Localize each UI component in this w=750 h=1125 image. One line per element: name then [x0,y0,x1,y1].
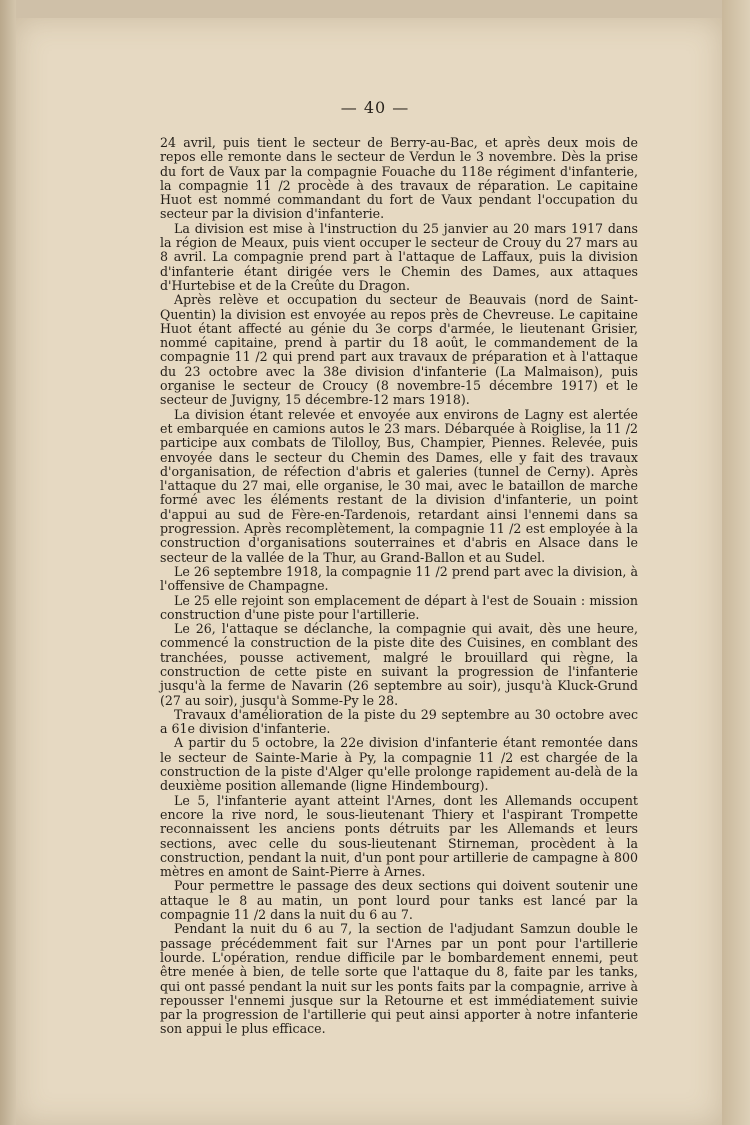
paragraph: Le 26 septembre 1918, la compagnie 11 /2 prend part avec la division, à l'offensive de Champagne. [160,563,638,594]
page-number: — 40 — [340,98,410,117]
paragraph: Pendant la nuit du 6 au 7, la section de l'adjudant Samzun double le passage précédemment fait sur l'Arnes par un pont pour l'artillerie lourde. L'opération, rendue difficile par le bombardement ennemi, peut être menée à bien, de telle sorte que l'attaque du 8, faite par les tanks, qui ont passé pendant la nuit sur les ponts faits par la compagnie, arrive à repousser l'ennemi jusque sur la Retourne et est immédiatement suivie par la progression de l'artillerie qui peut ainsi apporter à notre infanterie son appui le plus efficace. [160,921,638,1037]
paragraph: Pour permettre le passage des deux sections qui doivent soutenir une attaque le 8 au matin, un pont lourd pour tanks est lancé par la compagnie 11 /2 dans la nuit du 6 au 7. [160,878,638,923]
next-page-edge [722,0,750,1125]
page-binding-edge [0,0,16,1125]
paragraph: Le 26, l'attaque se déclanche, la compagnie qui avait, dès une heure, commencé la construction de la piste dite des Cuisines, en comblant des tranchées, pousse activement, malgré le brouillard qui règne, la construction de cette piste en suivant la progression de l'infanterie jusqu'à la ferme de Navarin (26 septembre au soir), jusqu'à Kluck-Grund (27 au soir), jusqu'à Somme-Py le 28. [160,621,638,708]
paragraph: A partir du 5 octobre, la 22e division d'infanterie étant remontée dans le secteur de Sainte-Marie à Py, la compagnie 11 /2 est chargée de la construction de la piste d'Alger qu'elle prolonge rapidement au-delà de la deuxième position allemande (ligne Hindembourg). [160,735,638,794]
paragraph: Après relève et occupation du secteur de Beauvais (nord de Saint-Quentin) la division est envoyée au repos près de Chevreuse. Le capitaine Huot étant affecté au génie du 3e corps d'armée, le lieutenant Grisier, nommé capitaine, prend à partir du 18 août, le commandement de la compagnie 11 /2 qui prend part aux travaux de préparation et à l'attaque du 23 octobre avec la 38e division d'infanterie (La Malmaison), puis organise le secteur de Croucy (8 novembre-15 décembre 1917) et le secteur de Juvigny, 15 décembre-12 mars 1918). [160,292,638,408]
paragraph: Travaux d'amélioration de la piste du 29 septembre au 30 octobre avec a 61e division d'infanterie. [160,706,638,737]
paragraph: 24 avril, puis tient le secteur de Berry-au-Bac, et après deux mois de repos elle remonte dans le secteur de Verdun le 3 novembre. Dès la prise du fort de Vaux par la compagnie Fouache du 118e régiment d'infanterie, la compagnie 11 /2 procède à des travaux de réparation. Le capitaine Huot est nommé commandant du fort de Vaux pendant l'occupation du secteur par la division d'infanterie. [160,135,638,222]
paragraph: Le 5, l'infanterie ayant atteint l'Arnes, dont les Allemands occupent encore la rive nord, le sous-lieutenant Thiery et l'aspirant Trompette reconnaissent les anciens ponts détruits par les Allemands et leurs sections, avec celle du sous-lieutenant Stirneman, procèdent à la construction, pendant la nuit, d'un pont pour artillerie de campagne à 800 mètres en amont de Saint-Pierre à Arnes. [160,792,638,880]
paragraph: Le 25 elle rejoint son emplacement de départ à l'est de Souain : mission construction d'une piste pour l'artillerie. [160,592,638,622]
paragraph: La division est mise à l'instruction du 25 janvier au 20 mars 1917 dans la région de Meaux, puis vient occuper le secteur de Crouy du 27 mars au 8 avril. La compagnie prend part à l'attaque de Laffaux, puis la division d'infanterie étant dirigée vers le Chemin des Dames, aux attaques d'Hurtebise et de la Creûte du Dragon. [160,220,638,293]
paragraph: La division étant relevée et envoyée aux environs de Lagny est alertée et embarquée en camions autos le 23 mars. Débarquée à Roiglise, la 11 /2 participe aux combats de Tilolloy, Bus, Champier, Piennes. Relevée, puis envoyée dans le secteur du Chemin des Dames, elle y fait des travaux d'organisation, de réfection d'abris et galeries (tunnel de Cerny). Après l'attaque du 27 mai, elle organise, le 30 mai, avec le bataillon de marche formé avec les éléments restant de la division d'infanterie, un point d'appui au sud de Fère-en-Tardenois, retardant ainsi l'ennemi dans sa progression. Après recomplètement, la compagnie 11 /2 est employée à la construction d'organisations souterraines et d'abris en Alsace dans le secteur de la vallée de la Thur, au Grand-Ballon et au Sudel. [160,406,638,565]
body-text [160,136,638,1037]
